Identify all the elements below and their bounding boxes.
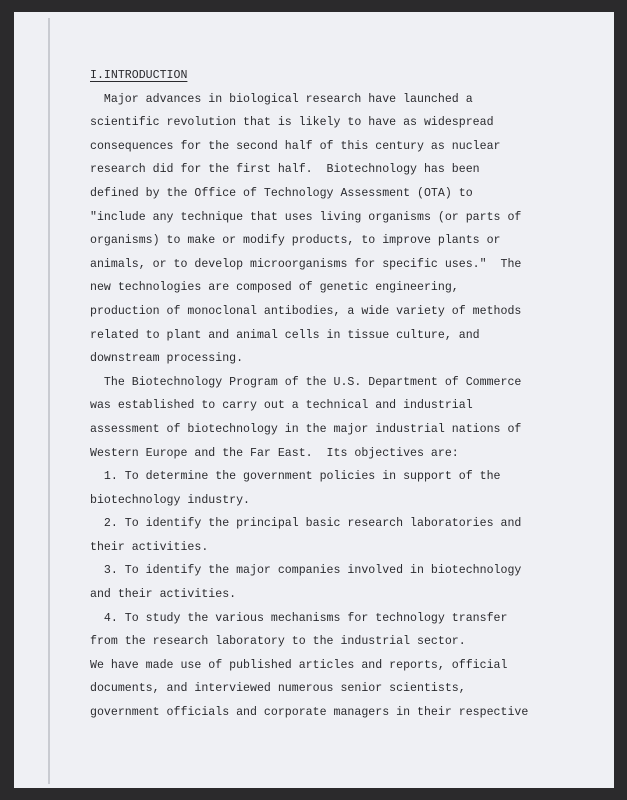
text-line: biotechnology industry.: [90, 493, 251, 507]
text-line: 3. To identify the major companies involved in biotechnology: [90, 564, 522, 578]
paragraph-lines: [90, 88, 528, 725]
text-line: their activities.: [90, 540, 209, 554]
text-line: assessment of biotechnology in the major industrial nations of: [90, 422, 522, 436]
text-line: documents, and interviewed numerous senior scientists,: [90, 682, 466, 696]
text-line: and their activities.: [90, 588, 237, 602]
text-line: new technologies are composed of genetic engineering,: [90, 281, 459, 295]
text-line: Major advances in biological research have launched a: [90, 92, 473, 106]
text-line: research did for the first half. Biotechnology has been: [90, 163, 480, 177]
text-line: organisms) to make or modify products, to improve plants or: [90, 234, 501, 248]
text-line: 1. To determine the government policies in support of the: [90, 470, 501, 484]
section-heading: I.INTRODUCTION: [90, 69, 188, 82]
text-line: downstream processing.: [90, 352, 244, 366]
text-line: production of monoclonal antibodies, a wide variety of methods: [90, 304, 522, 318]
document-body: [90, 64, 528, 725]
text-line: from the research laboratory to the industrial sector.: [90, 635, 466, 649]
document-page: [14, 12, 614, 788]
margin-line: [48, 18, 50, 784]
text-line: 2. To identify the principal basic research laboratories and: [90, 517, 522, 531]
text-line: "include any technique that uses living organisms (or parts of: [90, 210, 522, 224]
text-line: government officials and corporate managers in their respective: [90, 706, 529, 720]
text-line: Western Europe and the Far East. Its objectives are:: [90, 446, 459, 460]
text-line: scientific revolution that is likely to have as widespread: [90, 116, 494, 130]
text-line: We have made use of published articles and reports, official: [90, 658, 508, 672]
text-line: defined by the Office of Technology Assessment (OTA) to: [90, 186, 473, 200]
text-line: related to plant and animal cells in tissue culture, and: [90, 328, 480, 342]
text-line: The Biotechnology Program of the U.S. Department of Commerce: [90, 375, 522, 389]
text-line: animals, or to develop microorganisms for specific uses." The: [90, 257, 522, 271]
text-line: 4. To study the various mechanisms for technology transfer: [90, 611, 508, 625]
text-line: consequences for the second half of this century as nuclear: [90, 139, 501, 153]
text-line: was established to carry out a technical and industrial: [90, 399, 473, 413]
